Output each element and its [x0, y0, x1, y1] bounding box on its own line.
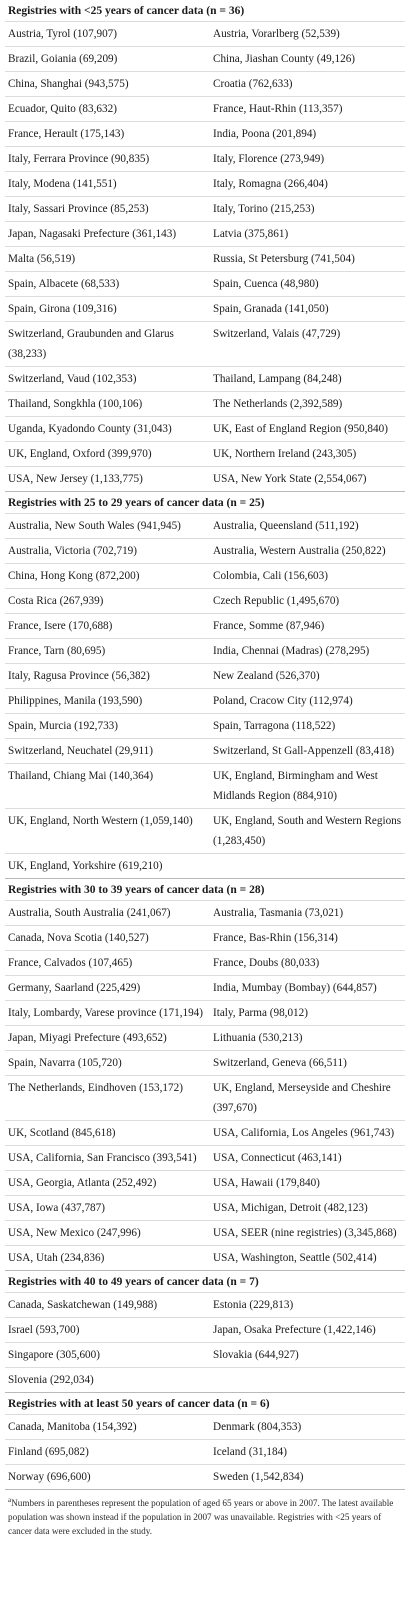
table-row	[5, 1342, 405, 1367]
registry-cell-left: Slovenia (292,034)	[8, 1374, 94, 1386]
table-row	[5, 688, 405, 713]
registry-cell-right: Italy, Parma (98,012)	[213, 1007, 308, 1019]
registry-cell-right: USA, New York State (2,554,067)	[213, 473, 367, 485]
table-row	[5, 513, 405, 538]
table-row	[5, 21, 405, 46]
table-row	[5, 121, 405, 146]
registry-cell-right: Slovakia (644,927)	[213, 1349, 299, 1361]
registry-cell-left: Costa Rica (267,939)	[8, 595, 104, 607]
registry-cell-right: France, Somme (87,946)	[213, 620, 325, 632]
table-footnote	[5, 1489, 405, 1538]
registry-cell-right: USA, Washington, Seattle (502,414)	[213, 1252, 377, 1264]
table-row	[5, 96, 405, 121]
registry-cell-left: China, Shanghai (943,575)	[8, 78, 129, 90]
registry-cell-right: Czech Republic (1,495,670)	[213, 595, 340, 607]
table-row	[5, 713, 405, 738]
registry-cell-right: The Netherlands (2,392,589)	[213, 398, 343, 410]
registry-cell-right: India, Chennai (Madras) (278,295)	[213, 645, 370, 657]
table-row	[5, 71, 405, 96]
registry-cell-left: Italy, Modena (141,551)	[8, 178, 117, 190]
registry-cell-left: Canada, Nova Scotia (140,527)	[8, 932, 149, 944]
registry-cell-left: Australia, Victoria (702,719)	[8, 545, 137, 557]
registry-cell-right: New Zealand (526,370)	[213, 670, 320, 682]
table-row	[5, 925, 405, 950]
table-row	[5, 1145, 405, 1170]
table-row	[5, 46, 405, 71]
table-row	[5, 763, 405, 808]
registry-cell-left: UK, Scotland (845,618)	[8, 1127, 116, 1139]
registry-cell-left: Italy, Ferrara Province (90,835)	[8, 153, 150, 165]
registry-cell-right: Austria, Vorarlberg (52,539)	[213, 28, 340, 40]
registry-cell-right: France, Bas-Rhin (156,314)	[213, 932, 338, 944]
registry-cell-left: UK, England, Oxford (399,970)	[8, 448, 152, 460]
registry-cell-left: USA, New Mexico (247,996)	[8, 1227, 141, 1239]
table-row	[5, 146, 405, 171]
table-row	[5, 221, 405, 246]
registry-cell-left: UK, England, Yorkshire (619,210)	[8, 860, 163, 872]
registry-cell-right	[205, 1368, 405, 1392]
registry-cell-right: Russia, St Petersburg (741,504)	[213, 253, 355, 265]
table-row	[5, 1464, 405, 1489]
registry-cell-left: Philippines, Manila (193,590)	[8, 695, 143, 707]
registry-cell-left: Norway (696,600)	[8, 1471, 91, 1483]
registry-cell-left: Spain, Girona (109,316)	[8, 303, 117, 315]
registry-cell-right: Lithuania (530,213)	[213, 1032, 303, 1044]
table-row	[5, 1050, 405, 1075]
registry-cell-left: Italy, Ragusa Province (56,382)	[8, 670, 150, 682]
table-row	[5, 663, 405, 688]
registry-cell-left: USA, Georgia, Atlanta (252,492)	[8, 1177, 157, 1189]
registry-cell-right: Switzerland, St Gall-Appenzell (83,418)	[213, 745, 395, 757]
registry-cell-right: Switzerland, Valais (47,729)	[213, 328, 341, 340]
registry-cell-right: Italy, Romagna (266,404)	[213, 178, 328, 190]
table-row	[5, 1120, 405, 1145]
table-row	[5, 296, 405, 321]
registry-cell-left: Thailand, Chiang Mai (140,364)	[8, 770, 154, 782]
table-row	[5, 391, 405, 416]
registry-cell-right: Australia, Western Australia (250,822)	[213, 545, 386, 557]
registry-cell-left: Japan, Miyagi Prefecture (493,652)	[8, 1032, 167, 1044]
registry-cell-left: UK, England, North Western (1,059,140)	[8, 815, 193, 827]
table-row	[5, 1000, 405, 1025]
registry-cell-left: Australia, South Australia (241,067)	[8, 907, 171, 919]
registry-cell-right: Spain, Tarragona (118,522)	[213, 720, 336, 732]
registry-cell-right: Poland, Cracow City (112,974)	[213, 695, 353, 707]
registry-cell-right: Japan, Osaka Prefecture (1,422,146)	[213, 1324, 376, 1336]
registry-cell-right: USA, Hawaii (179,840)	[213, 1177, 320, 1189]
registry-cell-right: Iceland (31,184)	[213, 1446, 287, 1458]
registry-cell-right: UK, East of England Region (950,840)	[213, 423, 388, 435]
table-row	[5, 1414, 405, 1439]
registry-cell-right: Spain, Granada (141,050)	[213, 303, 329, 315]
table-row	[5, 196, 405, 221]
registry-cell-right: Spain, Cuenca (48,980)	[213, 278, 319, 290]
registry-cell-right: UK, Northern Ireland (243,305)	[213, 448, 357, 460]
registry-cell-right: Sweden (1,542,834)	[213, 1471, 304, 1483]
table-row	[5, 975, 405, 1000]
table-row	[5, 900, 405, 925]
registry-cell-left: The Netherlands, Eindhoven (153,172)	[8, 1082, 183, 1094]
section-header: Registries with at least 50 years of cancer data (n = 6)	[5, 1392, 405, 1414]
section-header: Registries with 30 to 39 years of cancer data (n = 28)	[5, 878, 405, 900]
registry-cell-right: Australia, Tasmania (73,021)	[213, 907, 344, 919]
table-row	[5, 808, 405, 853]
registry-cell-left: France, Herault (175,143)	[8, 128, 125, 140]
registry-cell-left: Finland (695,082)	[8, 1446, 89, 1458]
table-row	[5, 466, 405, 491]
table-row	[5, 416, 405, 441]
registry-cell-left: USA, Iowa (437,787)	[8, 1202, 105, 1214]
footnote-marker: a	[8, 1495, 12, 1504]
table-row	[5, 171, 405, 196]
registry-cell-left: Spain, Albacete (68,533)	[8, 278, 120, 290]
table-row	[5, 271, 405, 296]
registry-cell-left: USA, New Jersey (1,133,775)	[8, 473, 143, 485]
registry-cell-left: Thailand, Songkhla (100,106)	[8, 398, 143, 410]
registry-cell-left: Israel (593,700)	[8, 1324, 80, 1336]
registry-cell-right: Croatia (762,633)	[213, 78, 293, 90]
table-row	[5, 1075, 405, 1120]
table-row	[5, 1170, 405, 1195]
registry-cell-right: Latvia (375,861)	[213, 228, 289, 240]
registry-cell-left: Australia, New South Wales (941,945)	[8, 520, 181, 532]
registry-cell-right: China, Jiashan County (49,126)	[213, 53, 356, 65]
section-header: Registries with 25 to 29 years of cancer data (n = 25)	[5, 491, 405, 513]
registry-cell-left: Japan, Nagasaki Prefecture (361,143)	[8, 228, 177, 240]
registry-cell-right: France, Haut-Rhin (113,357)	[213, 103, 343, 115]
registry-table	[5, 0, 405, 1489]
table-row	[5, 1367, 405, 1392]
registry-cell-left: Switzerland, Graubunden and Glarus (38,233)	[8, 328, 174, 360]
table-row	[5, 588, 405, 613]
registry-cell-left: France, Isere (170,688)	[8, 620, 113, 632]
registry-cell-left: Singapore (305,600)	[8, 1349, 100, 1361]
table-row	[5, 1439, 405, 1464]
footnote-text: Numbers in parentheses represent the population of aged 65 years or above in 2007. The latest available population was shown instead if the population in 2007 was unavailable. Registries with <25 years of cancer data were excluded in the study.	[8, 1498, 394, 1536]
registry-cell-right: Thailand, Lampang (84,248)	[213, 373, 342, 385]
registry-cell-right: Australia, Queensland (511,192)	[213, 520, 359, 532]
table-row	[5, 738, 405, 763]
table-row	[5, 1025, 405, 1050]
section-header: Registries with 40 to 49 years of cancer data (n = 7)	[5, 1270, 405, 1292]
table-row	[5, 441, 405, 466]
registry-cell-right: USA, California, Los Angeles (961,743)	[213, 1127, 395, 1139]
table-row	[5, 366, 405, 391]
registry-cell-left: France, Calvados (107,465)	[8, 957, 133, 969]
registry-cell-right: Estonia (229,813)	[213, 1299, 294, 1311]
registry-cell-right: India, Mumbay (Bombay) (644,857)	[213, 982, 377, 994]
registry-cell-right: France, Doubs (80,033)	[213, 957, 320, 969]
registry-cell-left: Uganda, Kyadondo County (31,043)	[8, 423, 172, 435]
registry-cell-left: USA, Utah (234,836)	[8, 1252, 105, 1264]
registry-cell-left: Switzerland, Neuchatel (29,911)	[8, 745, 153, 757]
table-row	[5, 1195, 405, 1220]
section-header: Registries with <25 years of cancer data (n = 36)	[8, 5, 245, 17]
registry-cell-left: Brazil, Goiania (69,209)	[8, 53, 118, 65]
registry-cell-right: Italy, Florence (273,949)	[213, 153, 325, 165]
registry-cell-right: Denmark (804,353)	[213, 1421, 302, 1433]
registry-cell-left: Ecuador, Quito (83,632)	[8, 103, 117, 115]
registry-cell-left: Spain, Navarra (105,720)	[8, 1057, 122, 1069]
registry-cell-left: Switzerland, Vaud (102,353)	[8, 373, 137, 385]
table-row	[5, 246, 405, 271]
registry-cell-right: USA, SEER (nine registries) (3,345,868)	[213, 1227, 397, 1239]
registry-cell-right: UK, England, Birmingham and West Midlands Region (884,910)	[213, 770, 378, 802]
table-row	[5, 613, 405, 638]
registry-cell-left: Germany, Saarland (225,429)	[8, 982, 141, 994]
registry-cell-left: Malta (56,519)	[8, 253, 76, 265]
registry-cell-left: Austria, Tyrol (107,907)	[8, 28, 118, 40]
registry-cell-left: Italy, Lombardy, Varese province (171,194)	[8, 1007, 203, 1019]
registry-cell-right: USA, Connecticut (463,141)	[213, 1152, 342, 1164]
registry-cell-right: Italy, Torino (215,253)	[213, 203, 315, 215]
table-row	[5, 563, 405, 588]
table-row	[5, 638, 405, 663]
table-row	[5, 950, 405, 975]
registry-cell-right: India, Poona (201,894)	[213, 128, 317, 140]
table-row	[5, 538, 405, 563]
registry-cell-left: Canada, Manitoba (154,392)	[8, 1421, 137, 1433]
registry-cell-left: Spain, Murcia (192,733)	[8, 720, 118, 732]
registry-cell-left: Canada, Saskatchewan (149,988)	[8, 1299, 158, 1311]
registry-cell-right: USA, Michigan, Detroit (482,123)	[213, 1202, 368, 1214]
registry-cell-left: China, Hong Kong (872,200)	[8, 570, 140, 582]
table-row	[5, 853, 405, 878]
registry-cell-right: Colombia, Cali (156,603)	[213, 570, 328, 582]
registry-cell-right	[205, 854, 405, 878]
table-row	[5, 1245, 405, 1270]
table-row	[5, 1292, 405, 1317]
registry-cell-left: USA, California, San Francisco (393,541)	[8, 1152, 197, 1164]
registry-cell-right: UK, England, South and Western Regions (1,283,450)	[213, 815, 402, 847]
table-row	[5, 1317, 405, 1342]
table-row	[5, 321, 405, 366]
registry-cell-right: UK, England, Merseyside and Cheshire (397,670)	[213, 1082, 391, 1114]
registry-cell-left: Italy, Sassari Province (85,253)	[8, 203, 149, 215]
registry-cell-right: Switzerland, Geneva (66,511)	[213, 1057, 347, 1069]
registry-cell-left: France, Tarn (80,695)	[8, 645, 106, 657]
table-row	[5, 1220, 405, 1245]
